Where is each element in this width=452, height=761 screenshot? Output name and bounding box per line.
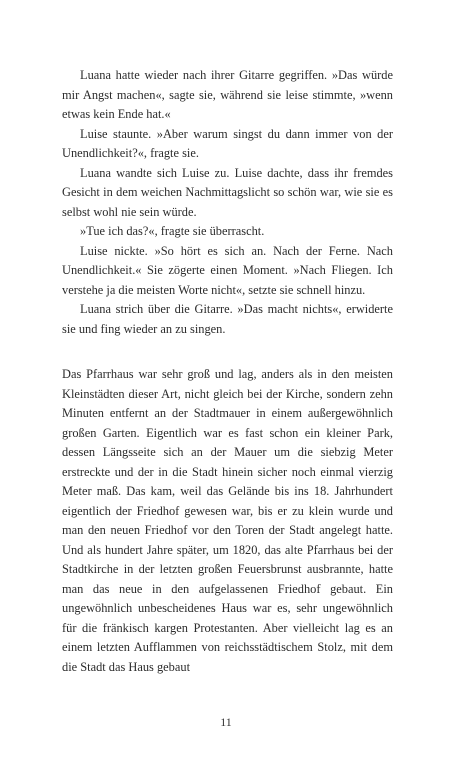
page-number: 11 — [220, 715, 232, 729]
paragraph: Luana wandte sich Luise zu. Luise dachte, dass ihr fremdes Gesicht in dem weichen Nachmittagslicht so schön war, wie sie es selbst wohl nie sein würde. — [62, 165, 393, 219]
paragraph: Luise nickte. »So hört es sich an. Nach der Ferne. Nach Unendlichkeit.« Sie zögerte einen Moment. »Nach Fliegen. Ich verstehe ja die meisten Worte nicht«, setzte sie schnell hinzu. — [62, 243, 393, 297]
paragraph: Luana hatte wieder nach ihrer Gitarre gegriffen. »Das würde mir Angst machen«, sagte sie, während sie leise stimmte, »wenn etwas kein Ende hat.« — [62, 68, 393, 121]
paragraph-section-start: Das Pfarrhaus war sehr groß und lag, anders als in den meisten Kleinstädten dieser Art, nicht gleich bei der Kirche, sondern zehn Minuten entfernt an der Stadtmauer in einem außergewöhnlich großen Garten. Eigentlich war es fast schon ein kleiner Park, dessen Längsseite sich an der Mauer um die siebzig Meter erstreckte und der in die Stadt hinein sicher noch einmal vierzig Meter maß. Das kam, weil das Gelände bis ins 18. Jahrhundert eigentlich der Friedhof gewesen war, bis er zu klein wurde und man den neuen Friedhof vor den Toren der Stadt angelegt hatte. Und als hundert Jahre später, um 1820, das alte Pfarrhaus bei der Stadtkirche in der letzten großen Feuersbrunst ausbrannte, hatte man das neue in den aufgelassenen Friedhof gebaut. Ein ungewöhnlich unbescheidenes Haus war es, sehr ungewöhnlich für die fränkisch kargen Protestanten. Aber vielleicht lag es an einem letzten Aufflammen von reichsstädtischem Stolz, mit dem die Stadt das Haus gebaut — [62, 367, 393, 674]
book-page-text — [62, 66, 393, 677]
paragraph: Luana strich über die Gitarre. »Das macht nichts«, erwiderte sie und fing wieder an zu singen. — [62, 302, 393, 336]
paragraph: Luise staunte. »Aber warum singst du dann immer von der Unendlichkeit?«, fragte sie. — [62, 126, 393, 160]
paragraph: »Tue ich das?«, fragte sie überrascht. — [80, 224, 265, 238]
section-break — [62, 339, 393, 365]
